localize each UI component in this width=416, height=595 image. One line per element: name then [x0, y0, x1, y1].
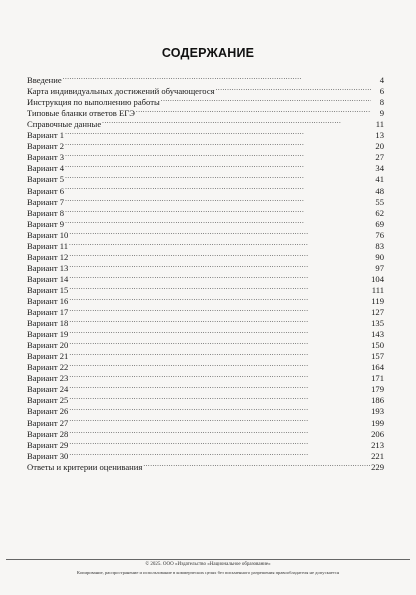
- toc-entry-page-number: 20: [375, 141, 384, 152]
- toc-entry-label: Вариант 19: [27, 329, 69, 340]
- toc-entry: [27, 370, 384, 384]
- toc-entry-label: Вариант 1: [27, 130, 65, 141]
- toc-entry: [27, 182, 384, 196]
- toc-entry: [27, 403, 384, 417]
- toc-entry-label: Справочные данные: [27, 119, 102, 130]
- toc-entry-page-number: 97: [375, 262, 384, 273]
- toc-leader-dots: [161, 94, 371, 105]
- toc-entry-label: Вариант 21: [27, 351, 69, 362]
- toc-entry: [27, 304, 384, 318]
- toc-entry-page-number: 229: [371, 461, 384, 472]
- toc-entry-label: Вариант 7: [27, 196, 65, 207]
- toc-leader-dots: [216, 83, 371, 94]
- toc-entry-label: Введение: [27, 75, 62, 86]
- page-title: СОДЕРЖАНИЕ: [161, 46, 255, 60]
- toc-entry: [27, 448, 384, 459]
- toc-entry: [27, 249, 384, 260]
- toc-entry: [27, 138, 384, 152]
- toc-leader-dots: [69, 326, 370, 337]
- toc-entry-page-number: 104: [371, 273, 384, 284]
- toc-entry-label: Вариант 29: [27, 439, 69, 450]
- toc-entry-page-number: 127: [371, 307, 384, 318]
- toc-entry-label: Вариант 15: [27, 284, 69, 295]
- toc-entry: [27, 194, 384, 205]
- toc-entry-page-number: 111: [371, 284, 384, 295]
- toc-entry-page-number: 221: [371, 450, 384, 461]
- toc-entry-page-number: 11: [375, 119, 384, 130]
- toc-entry: [27, 359, 384, 373]
- toc-entry-label: Вариант 3: [27, 152, 65, 163]
- toc-leader-dots: [69, 381, 370, 392]
- toc-leader-dots: [69, 315, 370, 326]
- footer-divider: [6, 559, 410, 560]
- toc-entry-label: Вариант 14: [27, 273, 69, 284]
- toc-entry-page-number: 206: [371, 428, 384, 439]
- toc-entry-page-number: 13: [375, 130, 384, 141]
- toc-entry-label: Вариант 30: [27, 450, 69, 461]
- toc-entry-page-number: 6: [379, 86, 384, 97]
- toc-leader-dots: [69, 370, 370, 381]
- toc-entry-page-number: 150: [371, 340, 384, 351]
- toc-entry-label: Вариант 22: [27, 362, 69, 373]
- toc-entry-page-number: 193: [371, 406, 384, 417]
- toc-entry-label: Инструкция по выполнению работы: [27, 97, 160, 108]
- toc-leader-dots: [65, 216, 371, 227]
- toc-entry-page-number: 157: [371, 351, 384, 362]
- toc-entry: [27, 238, 384, 249]
- toc-entry: [27, 127, 384, 141]
- toc-entry-label: Вариант 11: [27, 240, 69, 251]
- toc-entry: [27, 326, 384, 340]
- toc-leader-dots: [69, 348, 370, 359]
- toc-entry-label: Вариант 25: [27, 395, 69, 406]
- toc-leader-dots: [65, 160, 371, 171]
- toc-entry: [27, 315, 384, 329]
- toc-entry-label: Вариант 23: [27, 373, 69, 384]
- footer-notice: Копирование, распространение и использование в коммерческих целях без письменного разрешения правообладателя не допускается: [76, 570, 340, 575]
- toc-entry-page-number: 143: [371, 329, 384, 340]
- toc-entry-label: Вариант 27: [27, 417, 69, 428]
- toc-entry: [27, 227, 384, 238]
- toc-entry-label: Вариант 24: [27, 384, 69, 395]
- toc-entry: [27, 348, 384, 362]
- toc-entry-page-number: 135: [371, 318, 384, 329]
- toc-leader-dots: [69, 293, 370, 304]
- toc-entry-label: Вариант 9: [27, 218, 65, 229]
- toc-entry: [27, 337, 384, 351]
- toc-leader-dots: [63, 72, 371, 83]
- toc-entry-page-number: 171: [371, 373, 384, 384]
- toc-leader-dots: [65, 149, 371, 160]
- toc-leader-dots: [65, 171, 371, 182]
- toc-leader-dots: [65, 194, 371, 205]
- toc-entry-page-number: 55: [375, 196, 384, 207]
- toc-leader-dots: [136, 105, 371, 116]
- toc-leader-dots: [65, 205, 371, 216]
- toc-entry: [27, 160, 384, 174]
- toc-entry-page-number: 9: [379, 108, 384, 119]
- toc-entry: [27, 271, 384, 282]
- toc-entry-label: Типовые бланки ответов ЕГЭ: [27, 108, 135, 119]
- toc-entry: [27, 216, 384, 227]
- toc-entry-page-number: 76: [375, 229, 384, 240]
- toc-leader-dots: [65, 127, 371, 138]
- toc-entry-page-number: 62: [375, 207, 384, 218]
- toc-leader-dots: [69, 448, 370, 459]
- toc-leader-dots: [69, 304, 370, 315]
- toc-leader-dots: [69, 403, 370, 414]
- toc-entry-page-number: 186: [371, 395, 384, 406]
- toc-entry-label: Вариант 17: [27, 307, 69, 318]
- toc-entry-label: Вариант 26: [27, 406, 69, 417]
- toc-leader-dots: [65, 182, 371, 193]
- toc-leader-dots: [69, 337, 370, 348]
- toc-entry: [27, 392, 384, 406]
- toc-entry-label: Вариант 16: [27, 295, 69, 306]
- toc-entry-label: Вариант 28: [27, 428, 69, 439]
- toc-entry-label: Вариант 10: [27, 229, 69, 240]
- toc-entry: [27, 72, 384, 86]
- toc-entry-page-number: 41: [375, 174, 384, 185]
- toc-leader-dots: [69, 260, 371, 271]
- toc-entry-page-number: 27: [375, 152, 384, 163]
- toc-leader-dots: [69, 414, 370, 425]
- toc-entry-label: Вариант 12: [27, 251, 69, 262]
- toc-leader-dots: [69, 238, 371, 249]
- toc-leader-dots: [69, 437, 370, 448]
- toc-leader-dots: [69, 359, 370, 370]
- toc-entry: [27, 260, 384, 271]
- toc-entry-page-number: 4: [379, 75, 384, 86]
- toc-entry-label: Вариант 18: [27, 318, 69, 329]
- toc-entry: [27, 205, 384, 216]
- toc-entry: [27, 149, 384, 163]
- toc-leader-dots: [102, 116, 371, 127]
- footer-copyright: © 2025. ООО «Издательство «Национальное образование»: [145, 562, 271, 567]
- toc-leader-dots: [69, 282, 370, 293]
- toc-entry-page-number: 199: [371, 417, 384, 428]
- toc-entry: [27, 381, 384, 395]
- toc-entry-label: Ответы и критерии оценивания: [27, 461, 143, 472]
- toc-entry: [27, 414, 384, 428]
- toc-entry: [27, 459, 384, 470]
- toc-leader-dots: [69, 271, 370, 282]
- toc-entry-page-number: 83: [375, 240, 384, 251]
- toc-entry-label: Вариант 6: [27, 185, 65, 196]
- toc-entry-label: Вариант 4: [27, 163, 65, 174]
- toc-leader-dots: [143, 459, 370, 470]
- toc-entry-page-number: 164: [371, 362, 384, 373]
- toc-leader-dots: [65, 138, 371, 149]
- toc-entry-page-number: 34: [375, 163, 384, 174]
- toc-leader-dots: [69, 426, 370, 437]
- toc-entry-page-number: 48: [375, 185, 384, 196]
- toc-entry-label: Вариант 5: [27, 174, 65, 185]
- toc-entry-label: Карта индивидуальных достижений обучающегося: [27, 86, 215, 97]
- toc-entry-page-number: 69: [375, 218, 384, 229]
- toc-entry: [27, 282, 384, 293]
- toc-entry: [27, 437, 384, 448]
- toc-leader-dots: [69, 392, 370, 403]
- toc-entry-page-number: 8: [379, 97, 384, 108]
- toc-entry-label: Вариант 20: [27, 340, 69, 351]
- toc-entry: [27, 171, 384, 185]
- toc-entry-page-number: 90: [375, 251, 384, 262]
- toc-entry-label: Вариант 2: [27, 141, 65, 152]
- table-of-contents: [27, 72, 384, 470]
- toc-entry: [27, 293, 384, 304]
- toc-entry-page-number: 179: [371, 384, 384, 395]
- toc-entry-label: Вариант 13: [27, 262, 69, 273]
- toc-leader-dots: [69, 227, 371, 238]
- toc-leader-dots: [69, 249, 371, 260]
- toc-entry: [27, 83, 384, 97]
- toc-entry-label: Вариант 8: [27, 207, 65, 218]
- toc-entry-page-number: 119: [371, 295, 384, 306]
- toc-entry-page-number: 213: [371, 439, 384, 450]
- toc-entry: [27, 426, 384, 437]
